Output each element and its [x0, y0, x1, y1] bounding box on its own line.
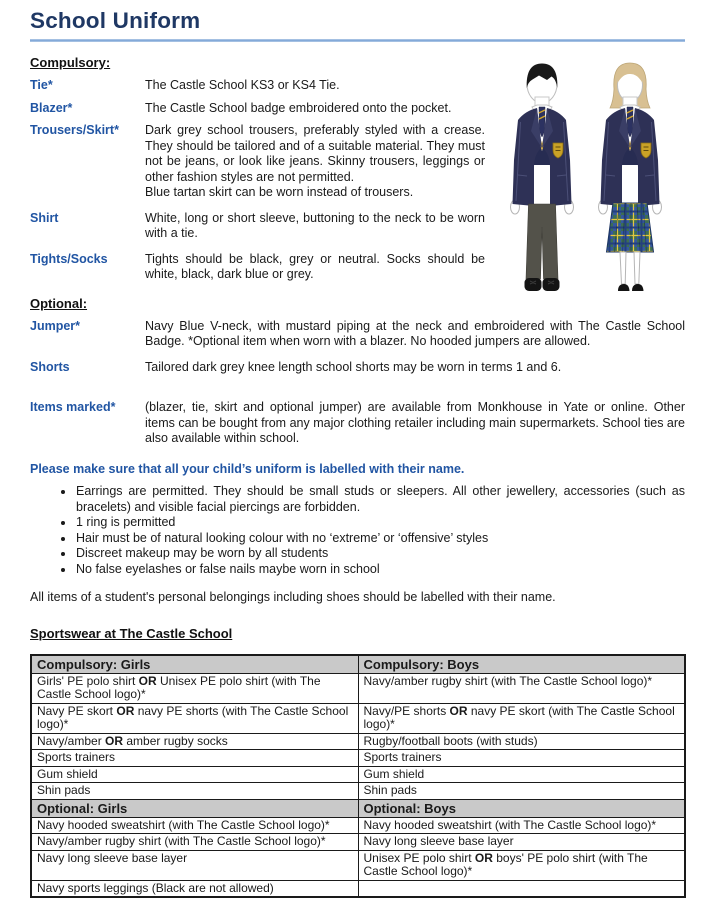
table-row	[31, 750, 685, 767]
item-text-tights-socks: Tights should be black, grey or neutral. Socks should be white, black, dark blue or grey.	[145, 252, 485, 282]
table-header-row-optional	[31, 799, 685, 817]
page-title: School Uniform	[30, 8, 685, 34]
sportswear-table	[30, 654, 686, 898]
table-cell: Navy PE skort OR navy PE shorts (with The Castle School logo)*	[31, 703, 358, 733]
table-cell: Rugby/football boots (with studs)	[358, 733, 685, 750]
notice-label-uniform: Please make sure that all your child’s uniform is labelled with their name.	[30, 462, 685, 478]
uniform-item-shorts	[30, 360, 685, 376]
rule-item-eyelashes: • No false eyelashes or false nails maybe worn in school	[75, 562, 685, 578]
table-cell: Navy/amber OR amber rugby socks	[31, 733, 358, 750]
table-cell: Navy/amber rugby shirt (with The Castle School logo)*	[358, 673, 685, 703]
rule-item-ring: • 1 ring is permitted	[75, 515, 685, 531]
item-text-shirt: White, long or short sleeve, buttoning to the neck to be worn with a tie.	[145, 211, 485, 241]
header-compulsory-boys: Compulsory: Boys	[358, 655, 685, 674]
table-cell: Navy long sleeve base layer	[31, 850, 358, 880]
rule-item-makeup: • Discreet makeup may be worn by all students	[75, 546, 685, 562]
table-row	[31, 783, 685, 800]
table-row	[31, 703, 685, 733]
uniform-item-tie	[30, 78, 685, 94]
table-row	[31, 817, 685, 834]
table-cell: Shin pads	[358, 783, 685, 800]
table-row	[31, 850, 685, 880]
table-cell: Navy/PE shorts OR navy PE skort (with The Castle School logo)*	[358, 703, 685, 733]
item-text-jumper: Navy Blue V-neck, with mustard piping at the neck and embroidered with The Castle School Badge. *Optional item when worn with a blazer. No hooded jumpers are allowed.	[145, 319, 685, 349]
item-label-blazer: Blazer*	[30, 101, 140, 117]
optional-heading: Optional:	[30, 296, 685, 312]
item-label-shirt: Shirt	[30, 211, 140, 227]
uniform-item-items-marked	[30, 400, 685, 447]
rules-list	[30, 484, 685, 577]
compulsory-heading: Compulsory:	[30, 55, 685, 71]
table-cell	[358, 880, 685, 897]
item-label-shorts: Shorts	[30, 360, 140, 376]
header-compulsory-girls: Compulsory: Girls	[31, 655, 358, 674]
item-label-trousers-skirt: Trousers/Skirt*	[30, 123, 140, 139]
uniform-section	[30, 55, 685, 447]
table-cell: Gum shield	[358, 766, 685, 783]
rule-item-earrings: • Earrings are permitted. They should be small studs or sleepers. All other jewellery, accessories (such as bracelets) and visible facial piercings are forbidden.	[75, 484, 685, 515]
table-row	[31, 880, 685, 897]
item-text-shorts: Tailored dark grey knee length school shorts may be worn in terms 1 and 6.	[145, 360, 561, 374]
table-cell: Girls' PE polo shirt OR Unisex PE polo shirt (with The Castle School logo)*	[31, 673, 358, 703]
table-cell: Navy hooded sweatshirt (with The Castle School logo)*	[358, 817, 685, 834]
table-cell: Navy hooded sweatshirt (with The Castle School logo)*	[31, 817, 358, 834]
item-text-blazer: The Castle School badge embroidered onto the pocket.	[145, 101, 451, 115]
table-cell: Navy/amber rugby shirt (with The Castle School logo)*	[31, 834, 358, 851]
table-cell: Sports trainers	[358, 750, 685, 767]
table-cell: Gum shield	[31, 766, 358, 783]
uniform-item-blazer	[30, 101, 685, 117]
header-optional-boys: Optional: Boys	[358, 799, 685, 817]
table-row	[31, 834, 685, 851]
table-cell: Navy long sleeve base layer	[358, 834, 685, 851]
title-divider	[30, 39, 685, 42]
uniform-item-tights-socks	[30, 252, 685, 283]
item-label-items-marked: Items marked*	[30, 400, 140, 416]
item-text-tie: The Castle School KS3 or KS4 Tie.	[145, 78, 340, 92]
rule-item-hair: • Hair must be of natural looking colour with no ‘extreme’ or ‘offensive’ styles	[75, 531, 685, 547]
table-row	[31, 673, 685, 703]
item-label-jumper: Jumper*	[30, 319, 140, 335]
table-cell: Unisex PE polo shirt OR boys' PE polo shirt (with The Castle School logo)*	[358, 850, 685, 880]
notice-belongings: All items of a student's personal belongings including shoes should be labelled with their name.	[30, 590, 685, 606]
item-text-items-marked: (blazer, tie, skirt and optional jumper) are available from Monkhouse in Yate or online. Other items can be bought from any major clothing retailer including main supermarkets. School ties are also available within school.	[145, 400, 685, 445]
uniform-item-trousers-skirt	[30, 123, 685, 201]
table-row	[31, 733, 685, 750]
item-text-trousers-skirt-2: Blue tartan skirt can be worn instead of trousers.	[145, 185, 685, 201]
item-text-trousers-skirt: Dark grey school trousers, preferably styled with a crease. They should be tailored and of a suitable material. They must not be jeans, or look like jeans. Skinny trousers, leggings or other fashion styles are not permitted.	[145, 123, 485, 184]
item-label-tights-socks: Tights/Socks	[30, 252, 140, 268]
item-label-tie: Tie*	[30, 78, 140, 94]
uniform-item-jumper	[30, 319, 685, 350]
table-header-row-compulsory	[31, 655, 685, 674]
table-cell: Navy sports leggings (Black are not allowed)	[31, 880, 358, 897]
sportswear-heading: Sportswear at The Castle School	[30, 626, 685, 642]
table-cell: Sports trainers	[31, 750, 358, 767]
uniform-item-shirt	[30, 211, 685, 242]
table-row	[31, 766, 685, 783]
table-cell: Shin pads	[31, 783, 358, 800]
header-optional-girls: Optional: Girls	[31, 799, 358, 817]
